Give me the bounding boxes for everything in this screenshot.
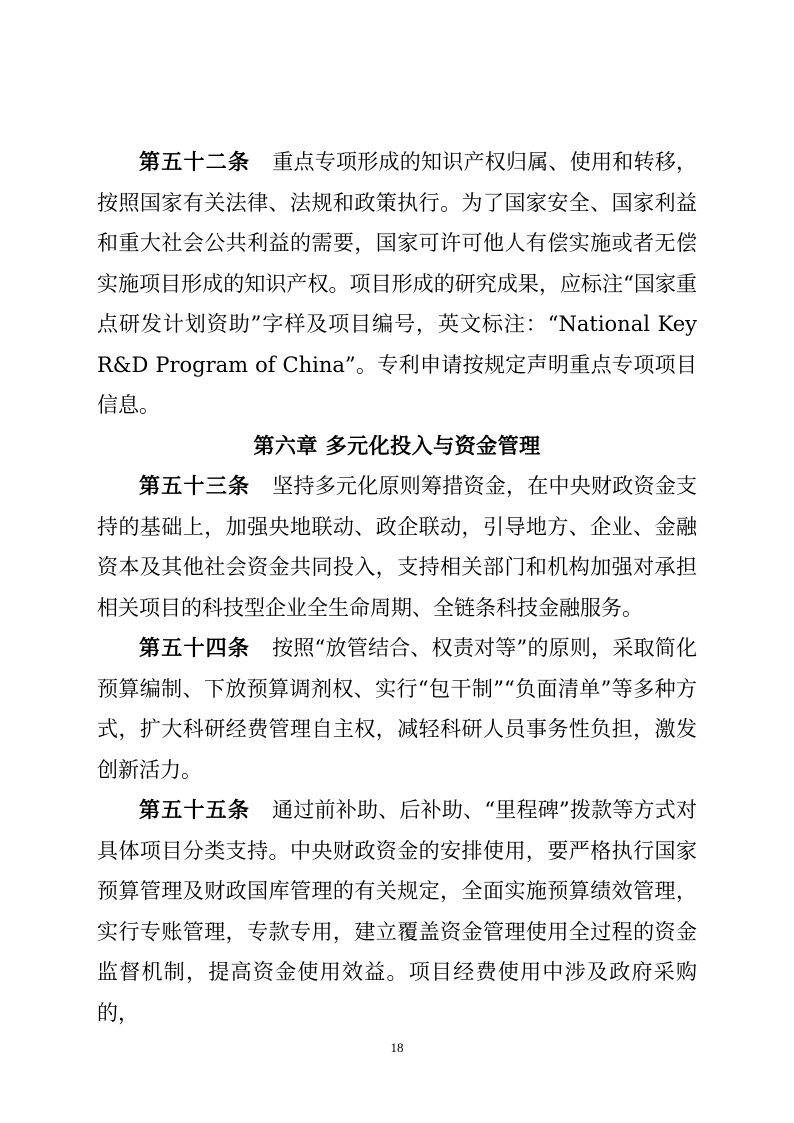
page-number: 18	[390, 1040, 404, 1055]
article-text: 重点专项形成的知识产权归属、使用和转移，按照国家有关法律、法规和政策执行。为了国家安全、国家利益和重大社会公共利益的需要，国家可许可他人有偿实施或者无偿实施项目形成的知识产权。项目形成的研究成果，应标注“国家重点研发计划资助”字样及项目编号，英文标注：“National Key R&D Program of China”。专利申请按规定声明重点专项项目信息。	[97, 150, 697, 417]
body-text	[97, 142, 697, 1033]
article-52	[97, 142, 697, 426]
article-text: 通过前补助、后补助、“里程碑”拨款等方式对具体项目分类支持。中央财政资金的安排使用，要严格执行国家预算管理及财政国库管理的有关规定，全面实施预算绩效管理，实行专账管理，专款专用，建立覆盖资金管理使用全过程的资金监督机制，提高资金使用效益。项目经费使用中涉及政府采购的，	[97, 798, 697, 1025]
article-label: 第五十三条	[139, 474, 251, 498]
article-text: 按照“放管结合、权责对等”的原则，采取简化预算编制、下放预算调剂权、实行“包干制”“负面清单”等多种方式，扩大科研经费管理自主权，减轻科研人员事务性负担，激发创新活力。	[97, 636, 697, 782]
article-54	[97, 628, 697, 790]
article-label: 第五十二条	[139, 150, 251, 174]
article-text: 坚持多元化原则筹措资金，在中央财政资金支持的基础上，加强央地联动、政企联动，引导地方、企业、金融资本及其他社会资金共同投入，支持相关部门和机构加强对承担相关项目的科技型企业全生命周期、全链条科技金融服务。	[97, 474, 697, 620]
article-53	[97, 466, 697, 628]
article-label: 第五十五条	[139, 798, 251, 822]
article-label: 第五十四条	[139, 636, 251, 660]
chapter-heading: 第六章 多元化投入与资金管理	[253, 433, 541, 458]
article-55	[97, 790, 697, 1033]
